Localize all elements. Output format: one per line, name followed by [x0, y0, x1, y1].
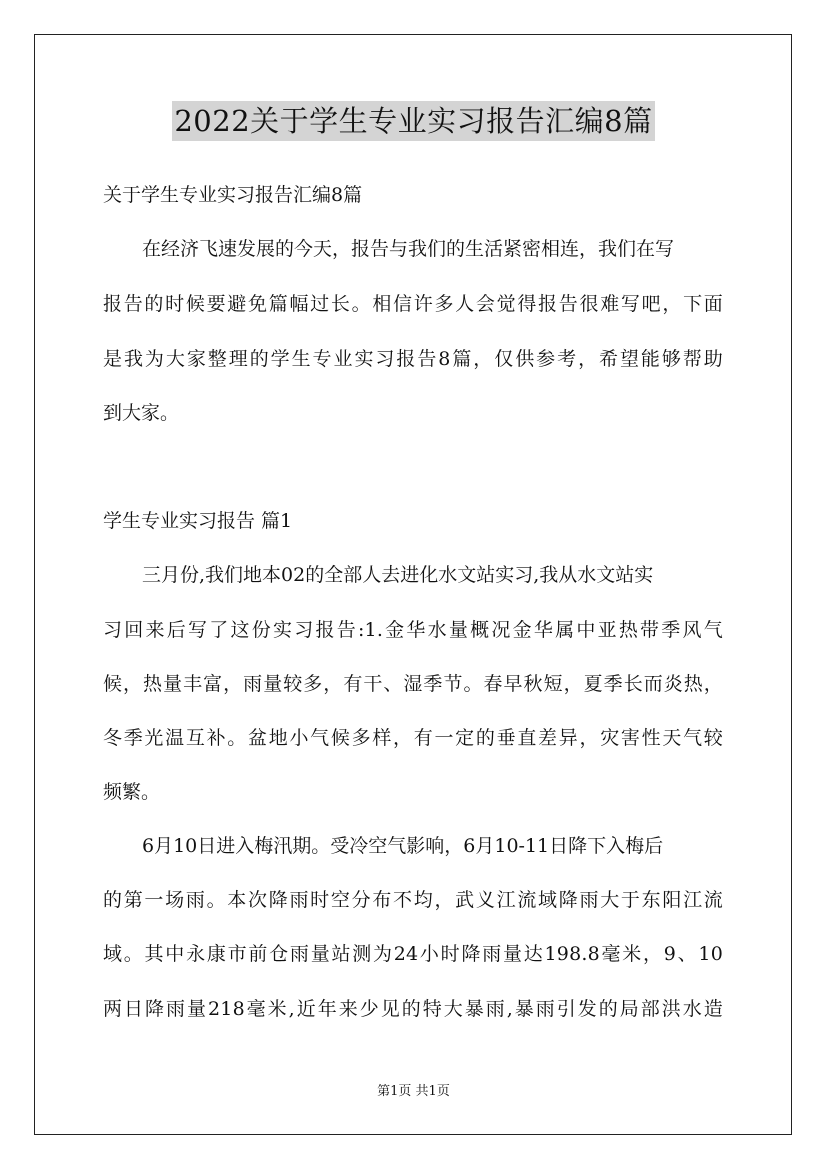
para1-line-4: 冬季光温互补。盆地小气候多样，有一定的垂直差异，灾害性天气较 [103, 727, 723, 749]
subtitle: 关于学生专业实习报告汇编8篇 [103, 184, 363, 206]
para1-line-3: 候，热量丰富，雨量较多，有干、湿季节。春早秋短，夏季长而炎热， [103, 673, 723, 695]
para1-line-5: 频繁。 [103, 781, 161, 803]
para1-line-1: 三月份,我们地本02的全部人去进化水文站实习,我从水文站实 [142, 564, 654, 586]
page-footer: 第1页 共1页 [377, 1084, 450, 1099]
title-container [0, 101, 827, 141]
para2-line-3: 域。其中永康市前仓雨量站测为24小时降雨量达198.8毫米，9、10 [103, 943, 723, 965]
intro-line-3: 是我为大家整理的学生专业实习报告8篇，仅供参考，希望能够帮助 [103, 348, 723, 370]
intro-line-2: 报告的时候要避免篇幅过长。相信许多人会觉得报告很难写吧，下面 [103, 293, 723, 315]
intro-line-4: 到大家。 [103, 402, 180, 424]
para2-line-2: 的第一场雨。本次降雨时空分布不均，武义江流域降雨大于东阳江流 [103, 889, 723, 911]
section-heading: 学生专业实习报告 篇1 [103, 510, 293, 532]
intro-line-1: 在经济飞速发展的今天，报告与我们的生活紧密相连，我们在写 [142, 238, 675, 260]
para1-line-2: 习回来后写了这份实习报告:1.金华水量概况金华属中亚热带季风气 [103, 619, 723, 641]
document-title: 2022关于学生专业实习报告汇编8篇 [172, 101, 654, 141]
para2-line-4: 两日降雨量218毫米,近年来少见的特大暴雨,暴雨引发的局部洪水造 [103, 998, 723, 1020]
para2-line-1: 6月10日进入梅汛期。受冷空气影响，6月10-11日降下入梅后 [142, 835, 664, 857]
